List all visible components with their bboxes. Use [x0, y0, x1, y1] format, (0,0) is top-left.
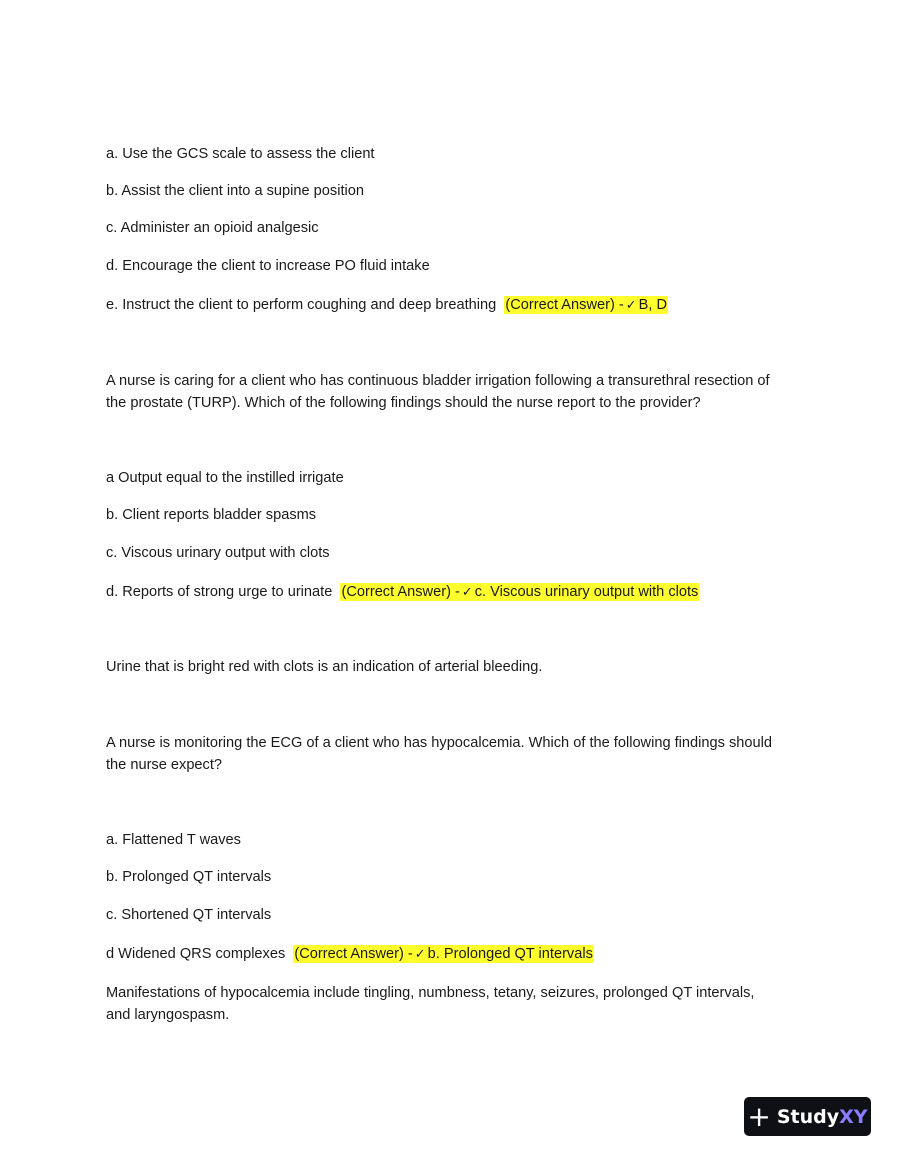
- q3-option-b: b. Prolonged QT intervals: [106, 869, 272, 885]
- answer-value: B, D: [638, 297, 668, 313]
- q3-correct-answer: [293, 945, 594, 963]
- q3-option-a: a. Flattened T waves: [106, 832, 241, 848]
- q2-stem-line: the prostate (TURP). Which of the following findings should the nurse report to the provider?: [106, 395, 701, 411]
- studyxy-logo[interactable]: [744, 1097, 871, 1136]
- q1-option-d: d. Encourage the client to increase PO fluid intake: [106, 258, 430, 274]
- q1-option-c: c. Administer an opioid analgesic: [106, 220, 319, 236]
- q3-option-c: c. Shortened QT intervals: [106, 907, 272, 923]
- q3-rationale: [106, 982, 796, 1026]
- check-icon: ✓: [461, 584, 473, 599]
- q1-option-a: a. Use the GCS scale to assess the client: [106, 146, 375, 162]
- q3-option-d-line: [106, 944, 594, 964]
- q2-rationale: Urine that is bright red with clots is an indication of arterial bleeding.: [106, 659, 543, 675]
- check-icon: ✓: [414, 946, 426, 961]
- q2-option-a: a Output equal to the instilled irrigate: [106, 470, 344, 486]
- answer-value: b. Prolonged QT intervals: [427, 946, 593, 962]
- answer-prefix: (Correct Answer) -: [505, 297, 624, 313]
- q2-option-b: b. Client reports bladder spasms: [106, 507, 317, 523]
- logo-text-accent: XY: [839, 1105, 868, 1128]
- q3-rationale-line: Manifestations of hypocalcemia include tingling, numbness, tetany, seizures, prolonged QT intervals,: [106, 985, 755, 1001]
- logo-text-main: Study: [776, 1105, 840, 1128]
- q3-stem: [106, 732, 796, 776]
- q1-option-e-line: [106, 295, 668, 315]
- q3-option-d: d Widened QRS complexes: [106, 946, 286, 962]
- q3-stem-line: the nurse expect?: [106, 757, 223, 773]
- q2-correct-answer: [340, 583, 699, 601]
- answer-prefix: (Correct Answer) -: [341, 584, 460, 600]
- answer-value: c. Viscous urinary output with clots: [474, 584, 699, 600]
- q1-option-b: b. Assist the client into a supine position: [106, 183, 364, 199]
- q2-stem-line: A nurse is caring for a client who has continuous bladder irrigation following a transurethral resection of: [106, 373, 770, 389]
- q2-option-c: c. Viscous urinary output with clots: [106, 545, 330, 561]
- check-icon: ✓: [625, 297, 637, 312]
- q1-option-e: e. Instruct the client to perform coughing and deep breathing: [106, 297, 497, 313]
- answer-prefix: (Correct Answer) -: [294, 946, 413, 962]
- q2-option-d-line: [106, 582, 699, 602]
- q3-rationale-line: and laryngospasm.: [106, 1007, 230, 1023]
- plus-icon: +: [747, 1099, 771, 1133]
- q1-correct-answer: [504, 296, 668, 314]
- q2-option-d: d. Reports of strong urge to urinate: [106, 584, 333, 600]
- q2-stem: [106, 370, 796, 414]
- q3-stem-line: A nurse is monitoring the ECG of a client who has hypocalcemia. Which of the following findings should: [106, 735, 772, 751]
